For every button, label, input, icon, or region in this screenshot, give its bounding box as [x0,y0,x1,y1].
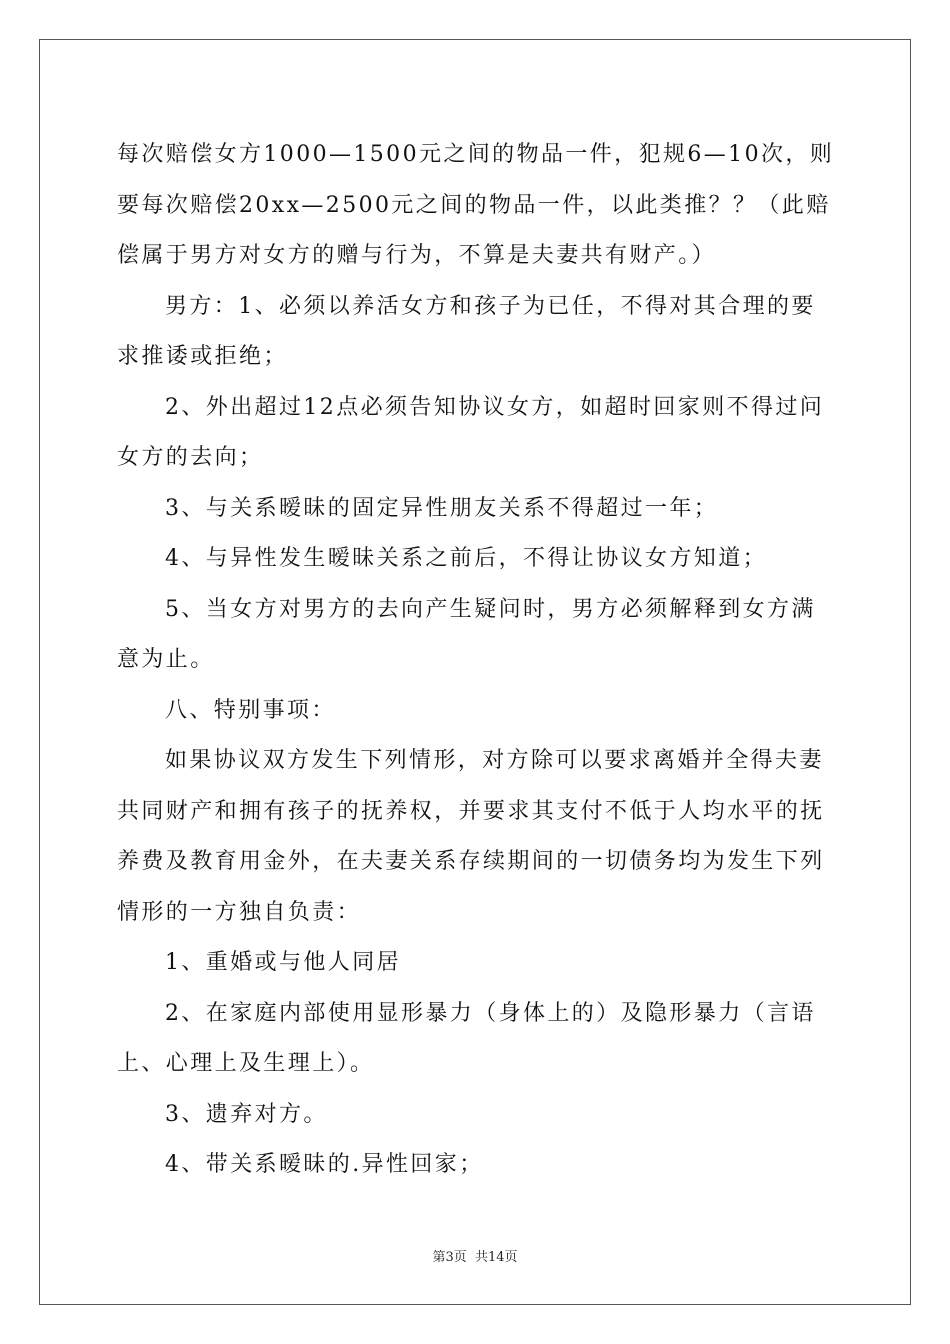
paragraph: 男方：1、必须以养活女方和孩子为已任，不得对其合理的要求推诿或拒绝； [117,293,816,369]
page-total: 共14页 [474,1250,518,1265]
page-footer [0,1246,950,1265]
paragraph: 每次赔偿女方1000—1500元之间的物品一件，犯规6—10次，则要每次赔偿20xx—2500元之间的物品一件，以此类推？？（此赔偿属于男方对女方的赠与行为，不算是夫妻共有财产。） [117,142,835,268]
paragraph: 4、与异性发生暧昧关系之前后，不得让协议女方知道； [165,546,767,571]
paragraph: 2、外出超过12点必须告知协议女方，如超时回家则不得过问女方的去向； [117,394,825,470]
document-body [117,130,837,1191]
section-heading: 八、特别事项： [165,697,336,723]
paragraph: 3、与关系暧昧的固定异性朋友关系不得超过一年； [165,495,719,521]
paragraph: 1、重婚或与他人同居 [165,950,401,975]
paragraph: 如果协议双方发生下列情形，对方除可以要求离婚并全得夫妻共同财产和拥有孩子的抚养权，并要求其支付不低于人均水平的抚养费及教育用金外，在夫妻关系存续期间的一切债务均为发生下列情形的一方独自负责： [117,748,825,925]
paragraph: 2、在家庭内部使用显形暴力（身体上的）及隐形暴力（言语上、心理上及生理上）。 [117,1000,816,1076]
paragraph: 3、遗弃对方。 [165,1101,328,1127]
paragraph: 5、当女方对男方的去向产生疑问时，男方必须解释到女方满意为止。 [117,596,816,672]
paragraph: 4、带关系暧昧的.异性回家； [165,1152,484,1177]
page-number: 第3页 [432,1250,467,1265]
